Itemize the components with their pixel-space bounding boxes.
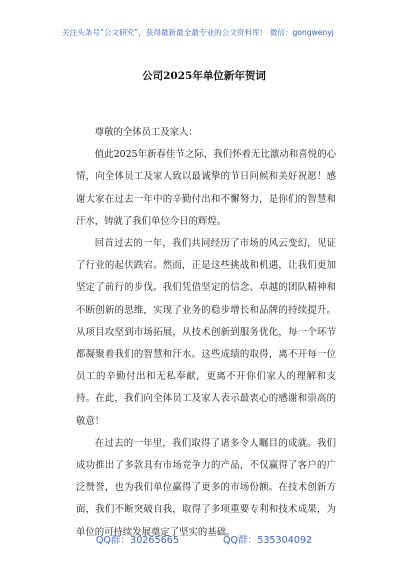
- letter-body: [76, 122, 336, 544]
- paragraph-2: 回首过去的一年，我们共同经历了市场的风云变幻，见证了行业的起伏跌宕。然而，正是这些挑战和机遇，让我们更加坚定了前行的步伐。我们凭借坚定的信念、卓越的团队精神和不断创新的思维，实现了业务的稳步增长和品牌的持续提升。从项目攻坚到市场拓展，从技术创新到服务优化，每一个环节都凝聚着我们的智慧和汗水。这些成绩的取得，离不开每一位员工的辛勤付出和无私奉献，更离不开你们家人的理解和支持。在此，我们向全体员工及家人表示最衷心的感谢和崇高的敬意！: [76, 238, 336, 427]
- page-title: 公司2025年单位新年贺词: [142, 70, 266, 82]
- paragraph-3: 在过去的一年里，我们取得了诸多令人瞩目的成就。我们成功推出了多款具有市场竞争力的产品，不仅赢得了客户的广泛赞誉，也为我们单位赢得了更多的市场份额。在技术创新方面，我们不断突破自我，取得了多项重要专利和技术成果，为单位的可持续发展奠定了坚实的基础。: [76, 437, 336, 538]
- header-promo: 关注头条号“公文研究”，获得最新最全最专业的公文资料库！ 微信：gongwenyj: [62, 28, 334, 37]
- qq-group-1: QQ群：30265665: [95, 535, 179, 546]
- footer-qq-groups: [0, 532, 408, 546]
- qq-group-2: QQ群：535304092: [222, 535, 313, 546]
- salutation: 尊敬的全体员工及家人：: [94, 127, 198, 138]
- paragraph-1: 值此2025年新春佳节之际，我们怀着无比激动和喜悦的心情，向全体员工及家人致以最诚挚的节日问候和美好祝愿！感谢大家在过去一年中的辛勤付出和不懈努力，是你们的智慧和汗水，铸就了我们单位今日的辉煌。: [76, 149, 336, 227]
